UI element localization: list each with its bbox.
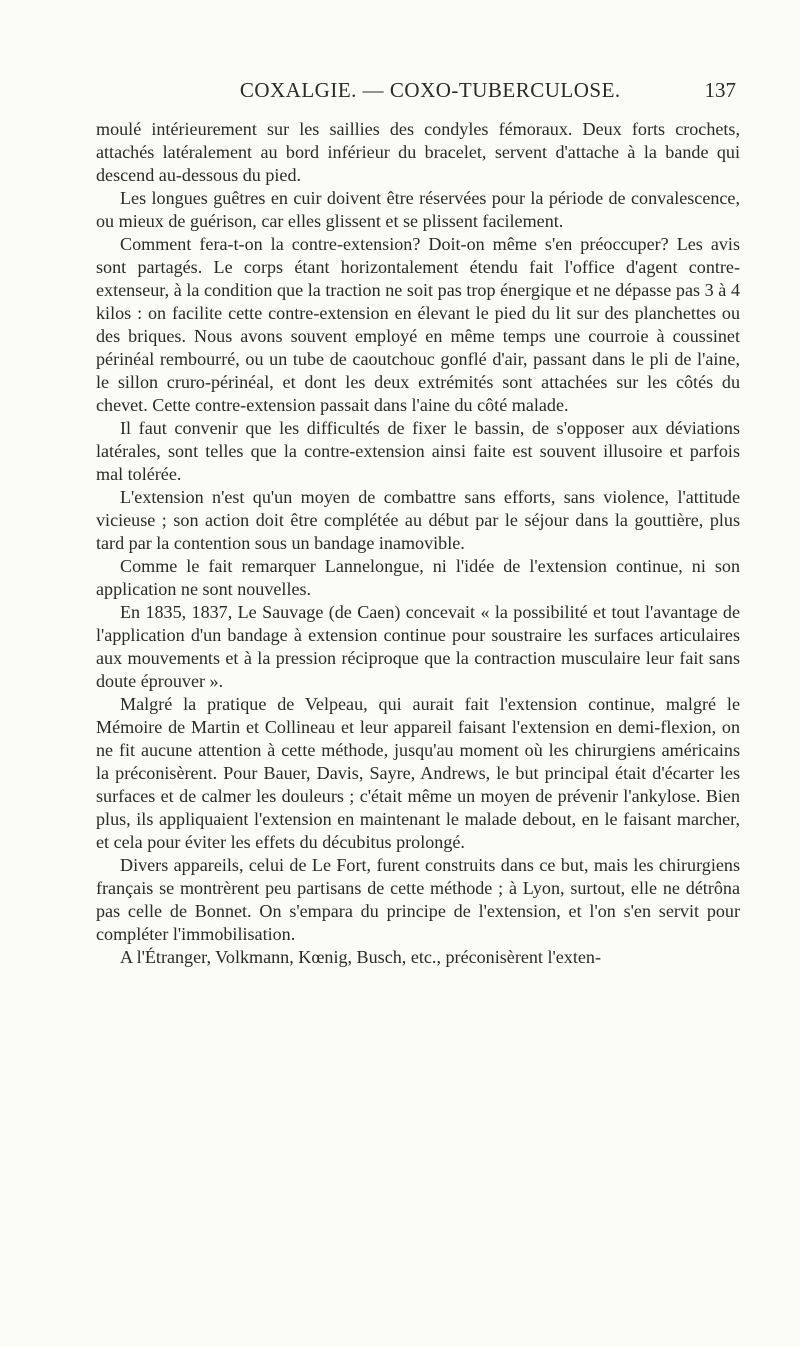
running-title: COXALGIE. — COXO-TUBERCULOSE. [239, 78, 621, 102]
page-number: 137 [704, 78, 736, 102]
page-header [96, 78, 736, 108]
paragraph: Divers appareils, celui de Le Fort, furent construits dans ce but, mais les chirurgiens français se montrèrent peu partisans de cette méthode ; à Lyon, surtout, elle ne détrôna pas celle de Bonnet. On s'empara du principe de l'extension, et l'on s'en servit pour compléter l'immobilisation. [96, 855, 740, 944]
body-text [96, 118, 740, 969]
paragraph: En 1835, 1837, Le Sauvage (de Caen) concevait « la possibilité et tout l'avantage de l'application d'un bandage à extension continue pour soustraire les surfaces articulaires aux mouvements et à la pression réciproque que la contraction musculaire leur fait sans doute éprouver ». [96, 602, 740, 691]
paragraph: Malgré la pratique de Velpeau, qui aurait fait l'extension continue, malgré le Mémoire de Martin et Collineau et leur appareil faisant l'extension en demi-flexion, on ne fit aucune attention à cette méthode, jusqu'au moment où les chirurgiens américains la préconisèrent. Pour Bauer, Davis, Sayre, Andrews, le but principal était d'écarter les surfaces et de calmer les douleurs ; c'était même un moyen de prévenir l'ankylose. Bien plus, ils appliquaient l'extension en maintenant le malade debout, en le faisant marcher, et cela pour éviter les effets du décubitus prolongé. [96, 694, 740, 852]
paragraph: L'extension n'est qu'un moyen de combattre sans efforts, sans violence, l'attitude vicieuse ; son action doit être complétée au début par le séjour dans la gouttière, plus tard par la contention sous un bandage inamovible. [96, 487, 740, 553]
paragraph: Comme le fait remarquer Lannelongue, ni l'idée de l'extension continue, ni son application ne sont nouvelles. [96, 556, 740, 599]
paragraph: A l'Étranger, Volkmann, Kœnig, Busch, etc., préconisèrent l'exten- [120, 947, 601, 967]
paragraph: Il faut convenir que les difficultés de fixer le bassin, de s'opposer aux déviations latérales, sont telles que la contre-extension ainsi faite est souvent illusoire et parfois mal tolérée. [96, 418, 740, 484]
paragraph: Comment fera-t-on la contre-extension? Doit-on même s'en préoccuper? Les avis sont partagés. Le corps étant horizontalement étendu fait l'office d'agent contre-extenseur, à la condition que la traction ne soit pas trop énergique et ne dépasse pas 3 à 4 kilos : on facilite cette contre-extension en élevant le pied du lit sur des planchettes ou des briques. Nous avons souvent employé en même temps une courroie à coussinet périnéal rembourré, ou un tube de caoutchouc gonflé d'air, passant dans le pli de l'aine, le sillon cruro-périnéal, et dont les deux extrémités sont attachées sur les côtés du chevet. Cette contre-extension passait dans l'aine du côté malade. [96, 234, 740, 415]
paragraph: moulé intérieurement sur les saillies des condyles fémoraux. Deux forts crochets, attachés latéralement au bord inférieur du bracelet, servent d'attache à la bande qui descend au-dessous du pied. [96, 119, 740, 185]
paragraph: Les longues guêtres en cuir doivent être réservées pour la période de convalescence, ou mieux de guérison, car elles glissent et se plissent facilement. [96, 188, 740, 231]
